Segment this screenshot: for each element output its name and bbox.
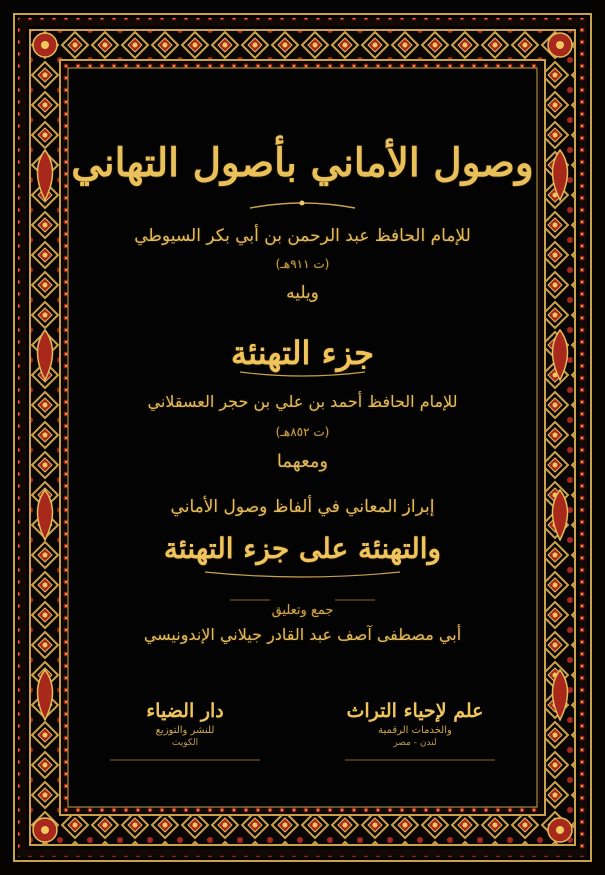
commentary2-title: والتهنئة على جزء التهنئة (163, 532, 442, 565)
compiled-label: جمع وتعليق (271, 603, 334, 618)
publisher-right-name: علم لإحياء التراث (346, 700, 484, 722)
followed-by-label: ويليه (286, 283, 319, 303)
author1-line: للإمام الحافظ عبد الرحمن بن أبي بكر السيوطي (134, 226, 471, 246)
editor-name: أبي مصطفى آصف عبد القادر جيلاني الإندونيسي (143, 625, 462, 644)
publisher-left-name: دار الضياء (146, 700, 224, 722)
publisher-right-line2: لندن - مصر (393, 738, 437, 748)
publisher-right-line1: والخدمات الرقمية (378, 725, 452, 736)
publisher-right (345, 700, 485, 748)
with-them-label: ومعهما (276, 451, 329, 472)
publisher-left-line1: للنشر والتوزيع (155, 725, 215, 736)
author2-death-date: (ت ٨٥٢هـ) (275, 425, 330, 439)
publisher-left (115, 700, 255, 748)
author2-line: للإمام الحافظ أحمد بن علي بن حجر العسقلاني (147, 392, 458, 411)
publisher-left-line2: الكويت (171, 738, 199, 748)
author1-death-date: (ت ٩١١هـ) (275, 257, 330, 271)
second-title: جزء التهنئة (230, 334, 375, 372)
main-title: وصول الأماني بأصول التهاني (71, 140, 534, 186)
commentary1-title: إبراز المعاني في ألفاظ وصول الأماني (170, 497, 435, 517)
